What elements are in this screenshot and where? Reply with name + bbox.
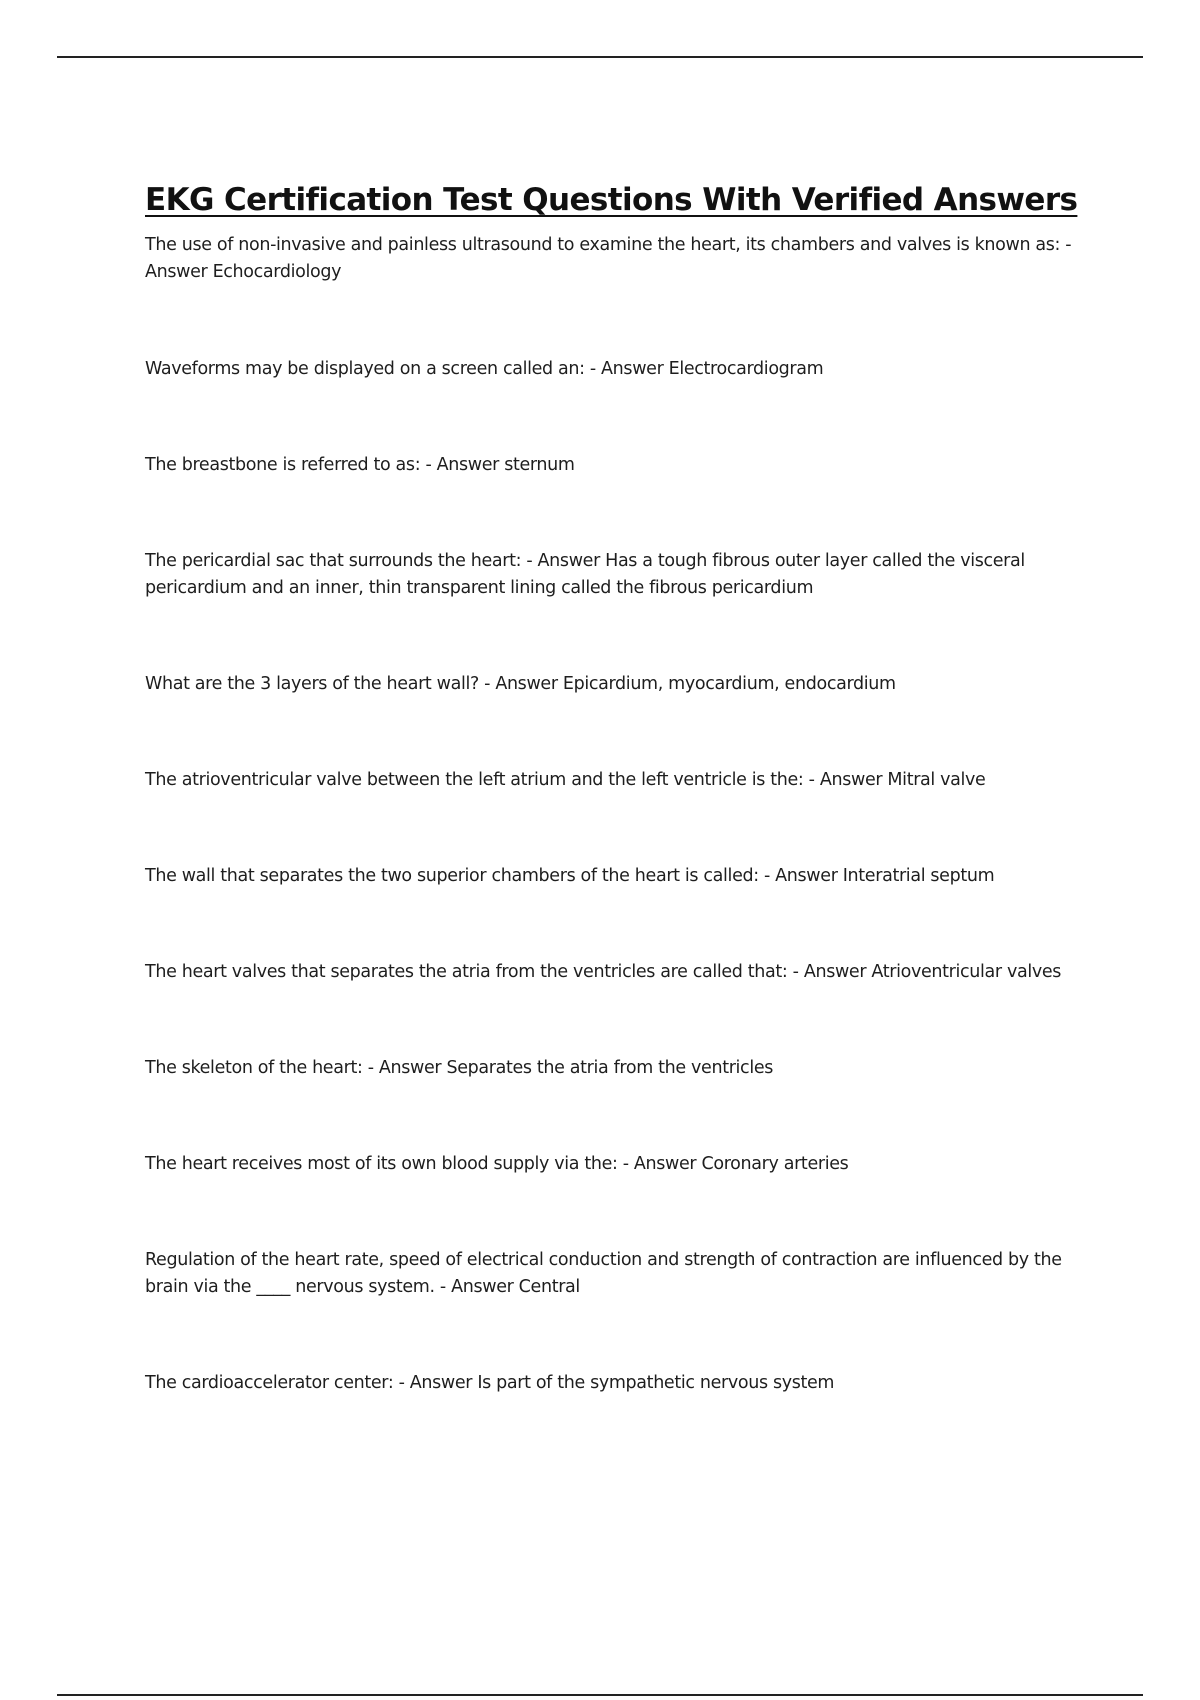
qa-list [145, 232, 1095, 1397]
qa-item: The breastbone is referred to as: - Answer sternum [145, 455, 575, 475]
qa-item: The heart valves that separates the atria from the ventricles are called that: - Answer Atrioventricular valves [145, 962, 1062, 982]
qa-item: The pericardial sac that surrounds the heart: - Answer Has a tough fibrous outer layer called the visceral pericardium and an inner, thin transparent lining called the fibrous pericardium [145, 551, 1025, 598]
bottom-rule [57, 1694, 1143, 1696]
qa-item: The wall that separates the two superior chambers of the heart is called: - Answer Interatrial septum [145, 866, 995, 886]
qa-item: The atrioventricular valve between the left atrium and the left ventricle is the: - Answer Mitral valve [145, 770, 986, 790]
qa-item: The cardioaccelerator center: - Answer Is part of the sympathetic nervous system [145, 1373, 835, 1393]
qa-item: Waveforms may be displayed on a screen called an: - Answer Electrocardiogram [145, 359, 824, 379]
top-rule [57, 56, 1143, 58]
qa-item: Regulation of the heart rate, speed of electrical conduction and strength of contraction are influenced by the brain via the ____ nervous system. - Answer Central [145, 1250, 1062, 1297]
document-title: EKG Certification Test Questions With Verified Answers [145, 182, 1078, 218]
qa-item: What are the 3 layers of the heart wall? - Answer Epicardium, myocardium, endocardium [145, 674, 896, 694]
document-body [145, 176, 1095, 1466]
qa-item: The use of non-invasive and painless ultrasound to examine the heart, its chambers and valves is known as: - Answer Echocardiology [145, 235, 1072, 282]
qa-item: The skeleton of the heart: - Answer Separates the atria from the ventricles [145, 1058, 774, 1078]
qa-item: The heart receives most of its own blood supply via the: - Answer Coronary arteries [145, 1154, 849, 1174]
